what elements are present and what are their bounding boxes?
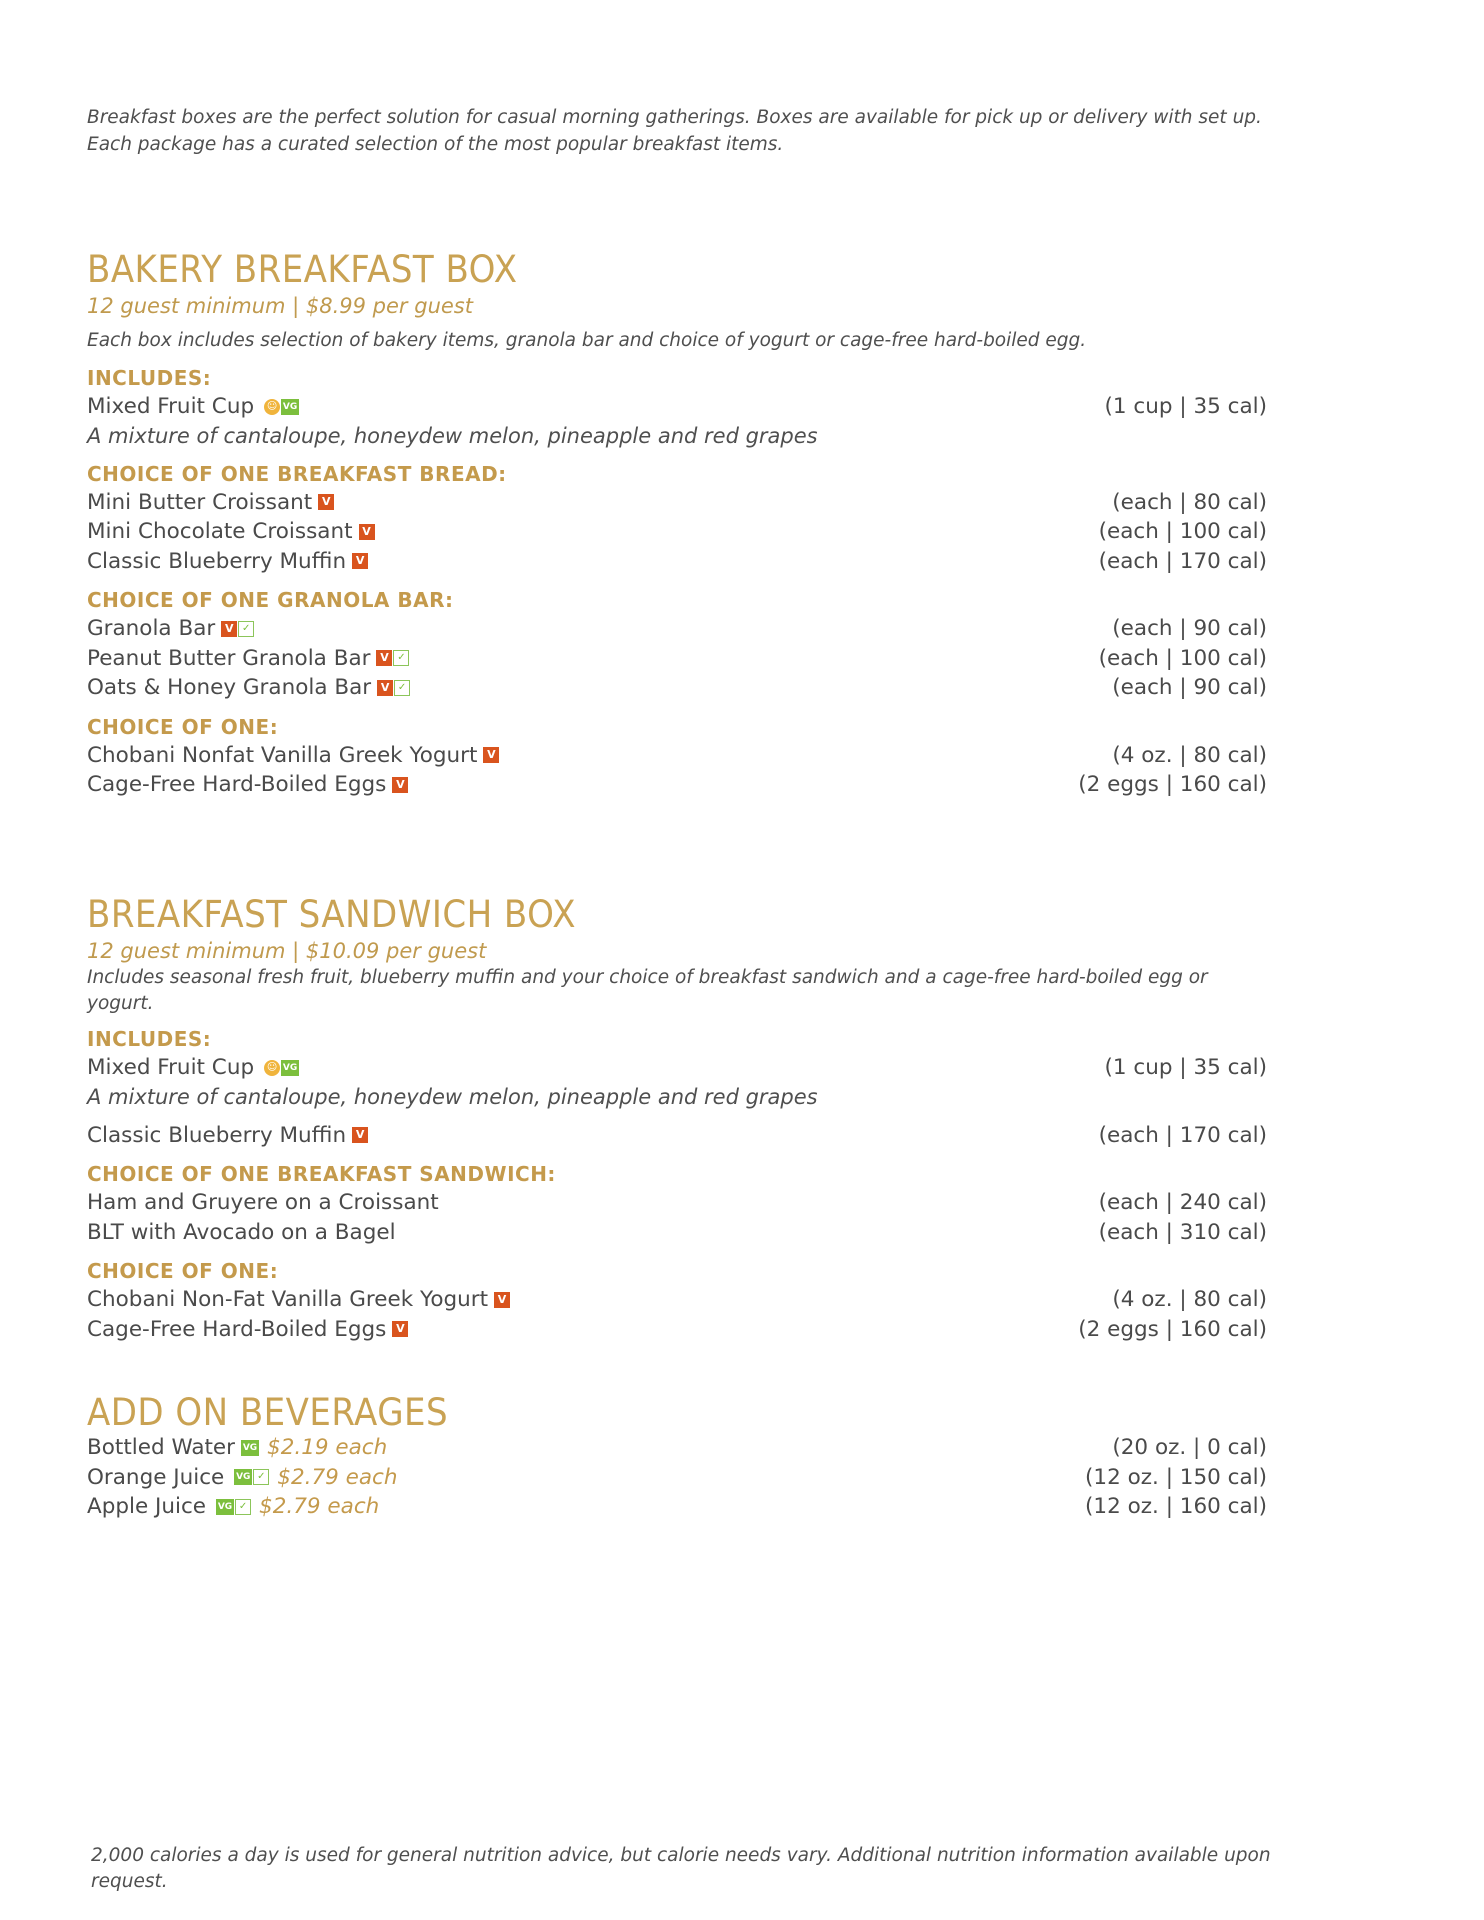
group-heading: CHOICE OF ONE:: [87, 1259, 279, 1283]
item-note: A mixture of cantaloupe, honeydew melon, pineapple and red grapes: [87, 1084, 818, 1109]
item-calories: (2 eggs | 160 cal): [1078, 1316, 1267, 1342]
intro-text: [87, 104, 1267, 158]
vegetarian-icon: V: [318, 494, 334, 510]
item-name: Mixed Fruit Cup: [87, 394, 255, 419]
item-name: Granola Bar: [87, 616, 216, 641]
item-note: A mixture of cantaloupe, honeydew melon, pineapple and red grapes: [87, 423, 818, 448]
item-calories: (1 cup | 35 cal): [1104, 1055, 1267, 1080]
item-name: Chobani Nonfat Vanilla Greek Yogurt: [87, 742, 478, 768]
section-description: Includes seasonal fresh fruit, blueberry muffin and your choice of breakfast sandwich and a cage-free hard-boiled egg or yogurt.: [87, 967, 1208, 1014]
menu-item: [87, 673, 1267, 703]
vegetarian-icon: V: [494, 1292, 510, 1308]
intro-line-1: Breakfast boxes are the perfect solution for casual morning gatherings. Boxes are available for pick up or delivery with set up.: [87, 107, 1262, 128]
item-calories: (4 oz. | 80 cal): [1112, 742, 1267, 768]
fruit-icon: ☺: [264, 399, 280, 415]
vegetarian-icon: V: [359, 524, 375, 540]
section-subtitle: 12 guest minimum | $10.09 per guest: [87, 939, 487, 963]
bakery-breakfast-box-section: [87, 250, 1267, 800]
item-name: Classic Blueberry Muffin: [87, 1122, 347, 1148]
vegan-icon: VG: [234, 1469, 252, 1485]
menu-item: [87, 1285, 1267, 1315]
menu-item: [87, 1188, 1267, 1218]
menu-item: [87, 1315, 1267, 1345]
menu-item: [87, 1053, 1267, 1083]
leaf-icon: ✓: [238, 621, 254, 637]
item-calories: (each | 100 cal): [1098, 645, 1267, 671]
item-calories: (each | 240 cal): [1098, 1190, 1267, 1215]
group-heading: INCLUDES:: [87, 366, 212, 390]
item-name: Chobani Non-Fat Vanilla Greek Yogurt: [87, 1287, 489, 1312]
vegan-icon: VG: [216, 1499, 234, 1515]
nutrition-footnote: 2,000 calories a day is used for general nutrition advice, but calorie needs vary. Additional nutrition information available upon request.: [91, 1845, 1271, 1892]
fruit-icon: ☺: [264, 1060, 280, 1076]
vegetarian-icon: V: [352, 553, 368, 569]
menu-item: [87, 547, 1267, 577]
leaf-icon: ✓: [235, 1499, 251, 1515]
item-name: Bottled Water: [87, 1435, 236, 1460]
item-price: $2.79 each: [277, 1464, 398, 1490]
menu-item: [87, 392, 1267, 422]
item-name: Mixed Fruit Cup: [87, 1055, 255, 1080]
vegan-icon: VG: [241, 1440, 259, 1456]
item-name: Orange Juice: [87, 1464, 225, 1490]
leaf-icon: ✓: [394, 680, 410, 696]
item-calories: (each | 90 cal): [1112, 616, 1267, 641]
item-calories: (4 oz. | 80 cal): [1112, 1287, 1267, 1312]
vegetarian-icon: V: [483, 747, 499, 763]
item-calories: (each | 170 cal): [1098, 1122, 1267, 1148]
section-title: ADD ON BEVERAGES: [87, 1391, 449, 1434]
intro-line-2: Each package has a curated selection of the most popular breakfast items.: [87, 134, 784, 155]
item-name: Oats & Honey Granola Bar: [87, 675, 372, 700]
section-subtitle: 12 guest minimum | $8.99 per guest: [87, 294, 473, 318]
item-calories: (each | 80 cal): [1112, 489, 1267, 515]
item-name: Classic Blueberry Muffin: [87, 548, 347, 574]
section-description: Each box includes selection of bakery items, granola bar and choice of yogurt or cage-free hard-boiled egg.: [87, 330, 1087, 351]
item-name: Apple Juice: [87, 1494, 207, 1519]
menu-item: [87, 614, 1267, 644]
menu-item: [87, 1433, 1267, 1463]
item-name: Cage-Free Hard-Boiled Eggs: [87, 1316, 387, 1342]
group-heading: INCLUDES:: [87, 1027, 212, 1051]
menu-item: [87, 741, 1267, 771]
menu-item: [87, 1463, 1267, 1493]
item-name: Cage-Free Hard-Boiled Eggs: [87, 772, 387, 797]
menu-item: [87, 1218, 1267, 1248]
item-calories: (12 oz. | 160 cal): [1085, 1494, 1267, 1519]
item-calories: (2 eggs | 160 cal): [1078, 772, 1267, 797]
vegetarian-icon: V: [377, 680, 393, 696]
menu-item: [87, 770, 1267, 800]
item-calories: (each | 100 cal): [1098, 519, 1267, 544]
vegan-icon: VG: [281, 399, 299, 415]
leaf-icon: ✓: [253, 1469, 269, 1485]
vegan-icon: VG: [281, 1060, 299, 1076]
menu-item: [87, 1492, 1267, 1522]
item-name: BLT with Avocado on a Bagel: [87, 1219, 396, 1245]
menu-item: [87, 517, 1267, 547]
vegetarian-icon: V: [392, 1321, 408, 1337]
item-calories: (20 oz. | 0 cal): [1112, 1435, 1267, 1460]
section-title: BREAKFAST SANDWICH BOX: [87, 893, 576, 936]
item-name: Peanut Butter Granola Bar: [87, 645, 371, 671]
item-name: Mini Chocolate Croissant: [87, 519, 353, 544]
section-title: BAKERY BREAKFAST BOX: [87, 248, 518, 291]
breakfast-sandwich-box-section: [87, 895, 1267, 1344]
vegetarian-icon: V: [221, 621, 237, 637]
vegetarian-icon: V: [376, 650, 392, 666]
add-on-beverages-section: [87, 1393, 1267, 1522]
group-heading: CHOICE OF ONE BREAKFAST SANDWICH:: [87, 1162, 556, 1186]
item-calories: (12 oz. | 150 cal): [1085, 1464, 1267, 1490]
menu-item: [87, 1121, 1267, 1151]
group-heading: CHOICE OF ONE:: [87, 714, 279, 739]
item-calories: (each | 170 cal): [1098, 548, 1267, 574]
menu-item: [87, 488, 1267, 518]
vegetarian-icon: V: [352, 1127, 368, 1143]
item-calories: (each | 310 cal): [1098, 1219, 1267, 1245]
item-calories: (each | 90 cal): [1112, 675, 1267, 700]
group-heading: CHOICE OF ONE GRANOLA BAR:: [87, 588, 454, 612]
item-calories: (1 cup | 35 cal): [1104, 394, 1267, 419]
menu-item: [87, 644, 1267, 674]
item-name: Ham and Gruyere on a Croissant: [87, 1190, 439, 1215]
item-price: $2.79 each: [259, 1494, 380, 1519]
group-heading: CHOICE OF ONE BREAKFAST BREAD:: [87, 461, 507, 486]
leaf-icon: ✓: [393, 650, 409, 666]
item-price: $2.19 each: [267, 1435, 388, 1460]
vegetarian-icon: V: [392, 777, 408, 793]
item-name: Mini Butter Croissant: [87, 489, 313, 515]
